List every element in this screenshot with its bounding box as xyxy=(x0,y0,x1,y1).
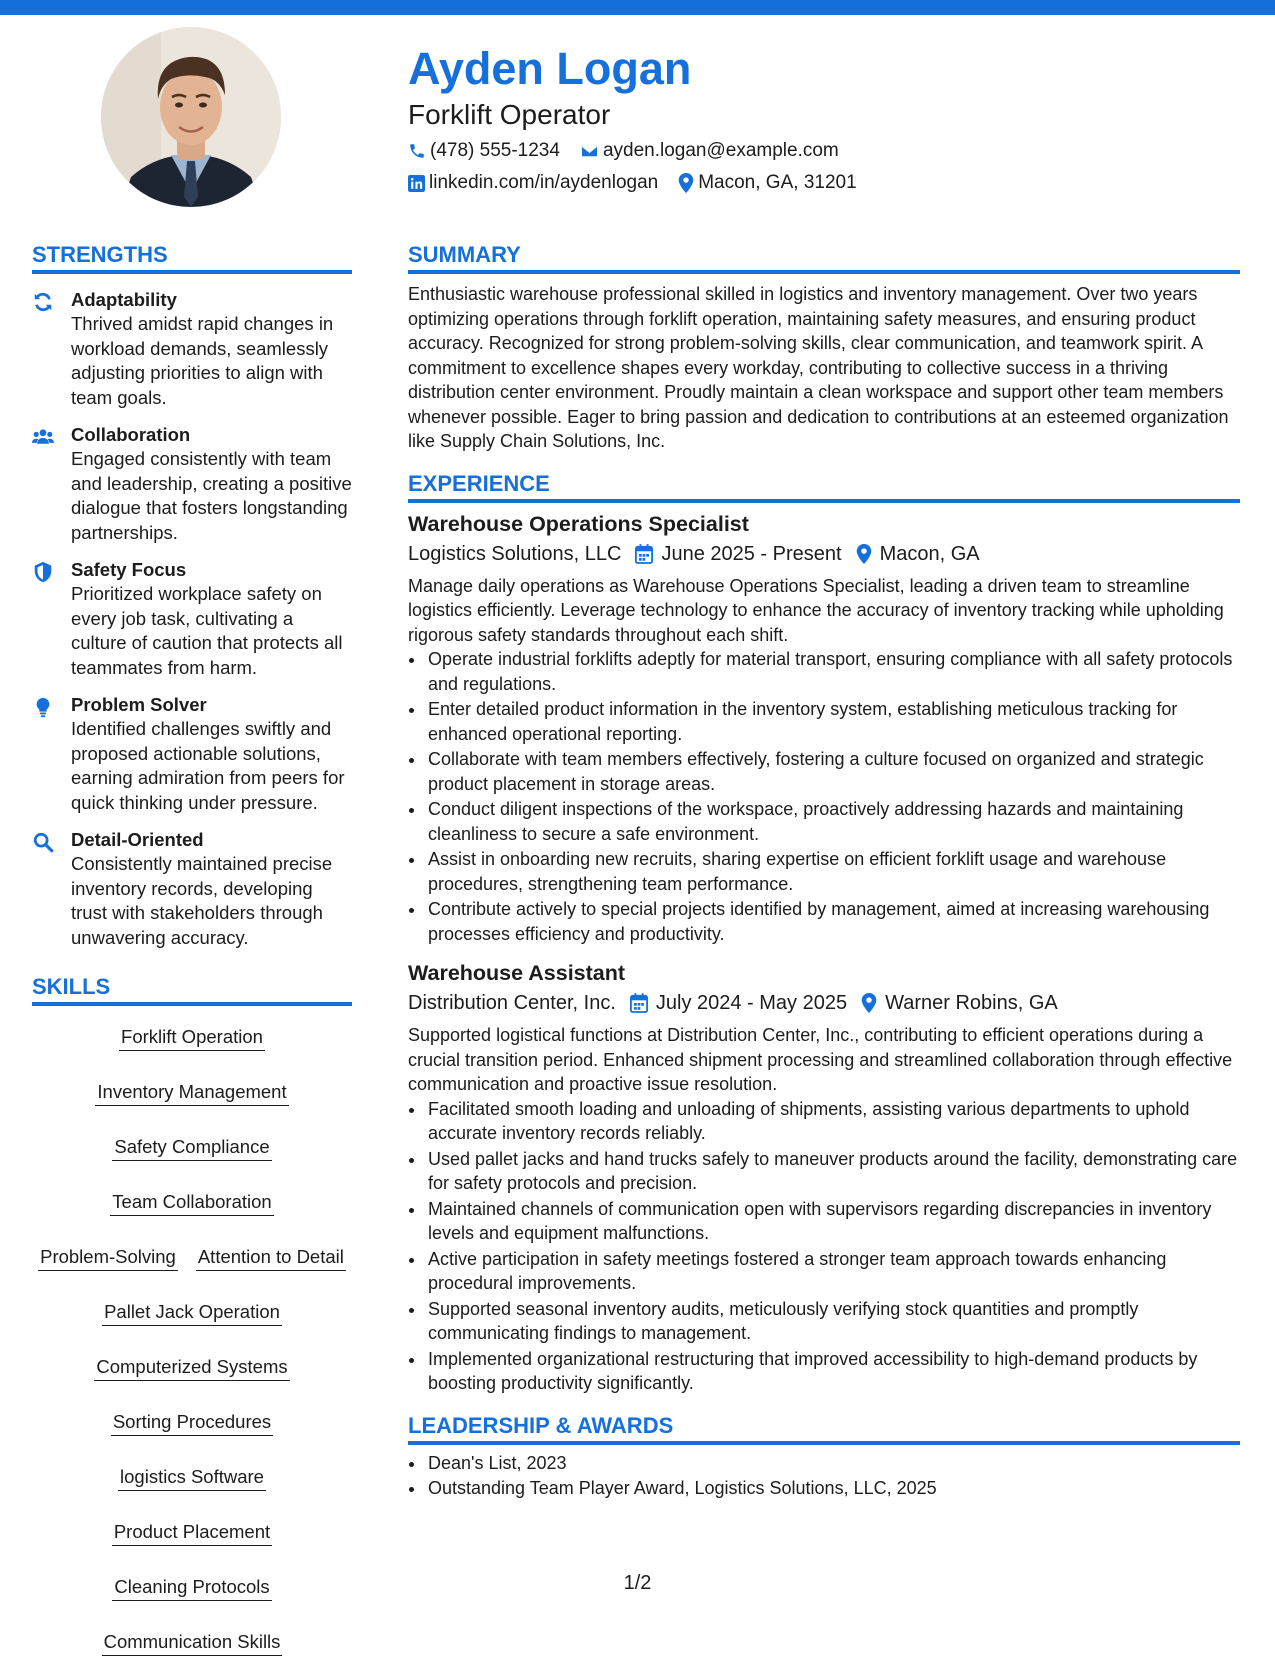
map-pin-icon xyxy=(861,993,877,1013)
job-location: Warner Robins, GA xyxy=(885,992,1058,1014)
job-bullet: • Active participation in safety meetings fostered a stronger team approach towards enhancing procedural improvements. xyxy=(426,1247,1240,1296)
strength-desc: Prioritized workplace safety on every job task, cultivating a culture of caution that protects all teammates from harm. xyxy=(71,583,343,678)
candidate-role: Forklift Operator xyxy=(408,99,611,130)
job-bullet: • Contribute actively to special projects identified by management, aimed at increasing warehousing processes efficiency and productivity. xyxy=(426,897,1240,946)
strength-item xyxy=(32,693,352,815)
skills-list xyxy=(32,1024,352,1656)
job-location-wrap xyxy=(856,539,980,569)
email-text: ayden.logan@example.com xyxy=(602,140,839,161)
job-bullet: • Enter detailed product information in the inventory system, establishing meticulous tracking for enhanced operational reporting. xyxy=(426,697,1240,746)
award-item: • Dean's List, 2023 xyxy=(426,1451,1240,1476)
job-location: Macon, GA xyxy=(879,542,980,565)
job-company: Distribution Center, Inc. xyxy=(408,992,616,1014)
strength-desc: Identified challenges swiftly and proposed actionable solutions, earning admiration from peers for quick thinking under pressure. xyxy=(71,718,345,813)
skill-tag: Computerized Systems xyxy=(94,1354,289,1381)
phone-text: (478) 555-1234 xyxy=(430,140,560,161)
job-title: Warehouse Assistant xyxy=(408,961,626,985)
strength-title: Problem Solver xyxy=(71,694,207,715)
contact-location xyxy=(678,170,856,196)
skill-tag: Forklift Operation xyxy=(119,1024,265,1051)
strengths-heading: STRENGTHS xyxy=(32,240,352,274)
right-column xyxy=(408,240,1240,1502)
users-icon xyxy=(32,426,54,448)
email-icon xyxy=(580,142,599,160)
strength-title: Collaboration xyxy=(71,424,191,445)
job-bullet: • Used pallet jacks and hand trucks safely to maneuver products around the facility, demonstrating care for safety protocols and precision. xyxy=(426,1147,1240,1196)
skill-tag: Problem-Solving xyxy=(38,1244,178,1271)
contact-row-2 xyxy=(408,170,1248,196)
calendar-icon xyxy=(635,544,653,564)
job-bullet: • Implemented organizational restructuring that improved accessibility to high-demand products by boosting productivity significantly. xyxy=(426,1347,1240,1396)
job-summary: Supported logistical functions at Distribution Center, Inc., contributing to efficient operations during a crucial transition period. Enhanced shipment processing and streamlined collaboration through effective communication and proactive issue resolution. xyxy=(408,1025,1233,1094)
phone-icon xyxy=(408,142,426,160)
strength-item xyxy=(32,423,352,545)
contact-linkedin[interactable] xyxy=(408,170,658,196)
job-company: Logistics Solutions, LLC xyxy=(408,542,622,565)
location-text: Macon, GA, 31201 xyxy=(698,172,857,193)
shield-icon xyxy=(32,561,54,583)
skill-tag: Attention to Detail xyxy=(196,1244,346,1271)
resume-header xyxy=(408,42,1248,196)
awards-heading: LEADERSHIP & AWARDS xyxy=(408,1411,1240,1445)
strength-desc: Consistently maintained precise inventory records, developing trust with stakeholders through unwavering accuracy. xyxy=(71,853,333,948)
strength-item xyxy=(32,828,352,950)
job-meta xyxy=(408,539,1240,569)
job-bullet: • Assist in onboarding new recruits, sharing expertise on efficient forklift usage and warehouse procedures, strengthening team performance. xyxy=(426,847,1240,896)
strength-title: Safety Focus xyxy=(71,559,187,580)
skill-tag: Sorting Procedures xyxy=(111,1409,273,1436)
skill-tag: Product Placement xyxy=(112,1519,272,1546)
lightbulb-icon xyxy=(32,696,54,718)
top-accent-bar xyxy=(0,0,1275,15)
strength-title: Adaptability xyxy=(71,289,177,310)
skill-tag: Team Collaboration xyxy=(110,1189,273,1216)
job-dates: June 2025 - Present xyxy=(661,542,842,565)
candidate-name: Ayden Logan xyxy=(408,43,692,94)
job-dates-wrap xyxy=(635,539,841,569)
job-bullet: • Conduct diligent inspections of the workspace, proactively addressing hazards and maintaining cleanliness to secure a safe environment. xyxy=(426,797,1240,846)
sync-icon xyxy=(32,291,54,313)
summary-heading: SUMMARY xyxy=(408,240,1240,274)
job-bullets xyxy=(408,647,1240,946)
job-entry xyxy=(408,509,1240,947)
linkedin-icon xyxy=(408,175,425,192)
job-entry xyxy=(408,958,1240,1396)
job-bullet: • Maintained channels of communication open with supervisors regarding discrepancies in inventory levels and equipment malfunctions. xyxy=(426,1197,1240,1246)
job-summary: Manage daily operations as Warehouse Operations Specialist, leading a driven team to streamline logistics efficiently. Leverage technology to enhance the accuracy of inventory tracking while upholding rigorous safety standards throughout each shift. xyxy=(408,575,1224,645)
contact-row-1 xyxy=(408,138,1248,164)
job-bullet: • Operate industrial forklifts adeptly for material transport, ensuring compliance with all safety protocols and regulations. xyxy=(426,647,1240,696)
map-pin-icon xyxy=(678,173,694,193)
award-item: • Outstanding Team Player Award, Logistics Solutions, LLC, 2025 xyxy=(426,1476,1240,1501)
left-column xyxy=(32,240,352,1656)
profile-photo xyxy=(101,27,281,207)
map-pin-icon xyxy=(856,544,872,564)
job-bullet: • Facilitated smooth loading and unloading of shipments, assisting various departments to uphold accurate inventory records reliably. xyxy=(426,1097,1240,1146)
strength-desc: Thrived amidst rapid changes in workload demands, seamlessly adjusting priorities to align with team goals. xyxy=(71,313,334,408)
awards-list xyxy=(408,1451,1240,1501)
job-bullet: • Supported seasonal inventory audits, meticulously verifying stock quantities and promptly communicating findings to management. xyxy=(426,1297,1240,1346)
job-dates-wrap xyxy=(630,988,847,1018)
job-dates: July 2024 - May 2025 xyxy=(655,992,848,1014)
strength-desc: Engaged consistently with team and leadership, creating a positive dialogue that fosters longstanding partnerships. xyxy=(71,448,352,543)
experience-heading: EXPERIENCE xyxy=(408,469,1240,503)
job-location-wrap xyxy=(861,988,1058,1018)
strength-item xyxy=(32,558,352,680)
skill-tag: Communication Skills xyxy=(102,1629,283,1656)
job-bullets xyxy=(408,1097,1240,1396)
contact-email[interactable] xyxy=(580,138,839,164)
search-icon xyxy=(32,831,54,853)
skill-tag: Pallet Jack Operation xyxy=(102,1299,282,1326)
job-meta xyxy=(408,988,1240,1018)
skill-tag: Safety Compliance xyxy=(112,1134,271,1161)
strength-title: Detail-Oriented xyxy=(71,829,204,850)
skills-heading: SKILLS xyxy=(32,972,352,1006)
page-number: 1/2 xyxy=(623,1572,652,1594)
calendar-icon xyxy=(630,993,648,1013)
job-title: Warehouse Operations Specialist xyxy=(408,511,749,536)
summary-text: Enthusiastic warehouse professional skilled in logistics and inventory management. Over two years optimizing operations through forklift operation, maintaining safety measures, and ensuring product accuracy. Recognized for strong problem-solving skills, clear communication, and teamwork spirit. A commitment to excellence shapes every workday, contributing to collective success in a thriving distribution center environment. Proudly maintain a clean workspace and support other team members whenever possible. Eager to bring passion and dedication to contributions at an esteemed organization like Supply Chain Solutions, Inc. xyxy=(408,284,1229,451)
linkedin-text: linkedin.com/in/aydenlogan xyxy=(429,172,659,193)
skill-tag: Cleaning Protocols xyxy=(112,1574,271,1601)
skill-tag: Inventory Management xyxy=(95,1079,288,1106)
skill-tag: logistics Software xyxy=(118,1464,266,1491)
contact-phone xyxy=(408,138,560,164)
strength-item xyxy=(32,288,352,410)
job-bullet: • Collaborate with team members effectively, fostering a culture focused on organized and strategic product placement in storage areas. xyxy=(426,747,1240,796)
